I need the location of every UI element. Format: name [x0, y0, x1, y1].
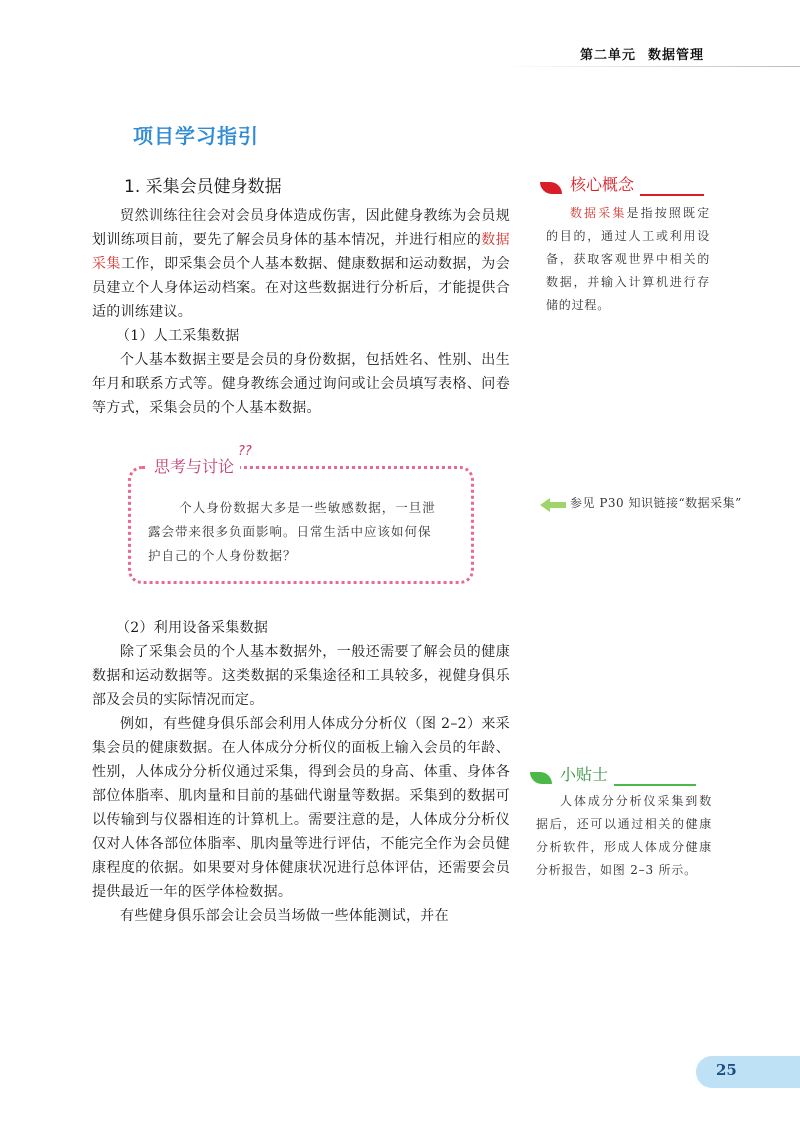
- device-paragraph-3: 有些健身俱乐部会让会员当场做一些体能测试，并在: [120, 908, 449, 924]
- manual-heading: （1）人工采集数据: [116, 328, 240, 344]
- tip-text: 人体成分分析仪采集到数据后，还可以通过相关的健康分析软件，形成人体成分健康分析报告，如图 2–3 所示。: [536, 794, 712, 877]
- see-also-note: 参见 P30 知识链接“数据采集”: [570, 496, 742, 510]
- main-text-upper: [92, 204, 510, 420]
- core-concept-rule: [640, 194, 704, 196]
- question-marks-icon: ??: [238, 444, 252, 459]
- device-paragraph-2: 例如，有些健身俱乐部会利用人体成分分析仪（图 2–2）来采集会员的健康数据。在人体成分分析仪的面板上输入会员的年龄、性别，人体成分分析仪通过采集，得到会员的身高、体重、身体各部位体脂率、肌肉量和目前的基础代谢量等数据。采集到的数据可以传输到与仪器相连的计算机上。需要注意的是，人体成分分析仪仅对人体各部位体脂率、肌肉量等进行评估，不能完全作为会员健康程度的依据。如果要对身体健康状况进行总体评估，还需要会员提供最近一年的医学体检数据。: [92, 716, 510, 900]
- core-concept-term: 数据采集: [570, 206, 627, 220]
- header-unit: 第二单元: [579, 48, 636, 63]
- header-rule: [500, 66, 800, 67]
- intro-paragraph: [92, 204, 510, 324]
- core-concept-text: 是指按照既定的目的，通过人工或利用设备，获取客观世界中相关的数据，并输入计算机进行存储的过程。: [546, 206, 710, 312]
- main-text-lower: [92, 616, 510, 928]
- subsection-title: 1. 采集会员健身数据: [124, 177, 282, 197]
- tip-header: [530, 762, 696, 787]
- discussion-text: 个人身份数据大多是一些敏感数据，一旦泄露会带来很多负面影响。日常生活中应该如何保护自己的个人身份数据？: [148, 500, 436, 563]
- manual-paragraph: 个人基本数据主要是会员的身份数据，包括姓名、性别、出生年月和联系方式等。健身教练会通过询问或让会员填写表格、问卷等方式，采集会员的个人基本数据。: [92, 352, 510, 416]
- tip-title: 小贴士: [560, 765, 609, 784]
- intro-text-before: 贸然训练往往会对会员身体造成伤害，因此健身教练为会员规划训练项目前，要先了解会员身体的基本情况，并进行相应的: [92, 208, 510, 248]
- core-concept-header: [540, 172, 704, 197]
- device-heading: （2）利用设备采集数据: [116, 620, 269, 636]
- page-number-tab: [696, 1056, 800, 1088]
- intro-text-after: 工作，即采集会员个人基本数据、健康数据和运动数据，为会员建立个人身体运动档案。在对这些数据进行分析后，才能提供合适的训练建议。: [92, 256, 510, 320]
- core-concept-note: [546, 202, 710, 317]
- running-header: [580, 44, 704, 63]
- header-title: 数据管理: [647, 48, 704, 63]
- page-number: 25: [716, 1061, 737, 1079]
- tip-rule: [614, 784, 696, 786]
- device-paragraph-1: 除了采集会员的个人基本数据外，一般还需要了解会员的健康数据和运动数据等。这类数据的采集途径和工具较多，视健身俱乐部及会员的实际情况而定。: [92, 644, 510, 708]
- leaf-green-icon: [530, 772, 552, 784]
- leaf-red-icon: [540, 182, 562, 194]
- section-title: 项目学习指引: [133, 124, 259, 148]
- intro-highlight-term: 数据采集: [92, 232, 510, 272]
- discussion-title: 思考与讨论: [148, 454, 240, 477]
- core-concept-title: 核心概念: [570, 175, 635, 194]
